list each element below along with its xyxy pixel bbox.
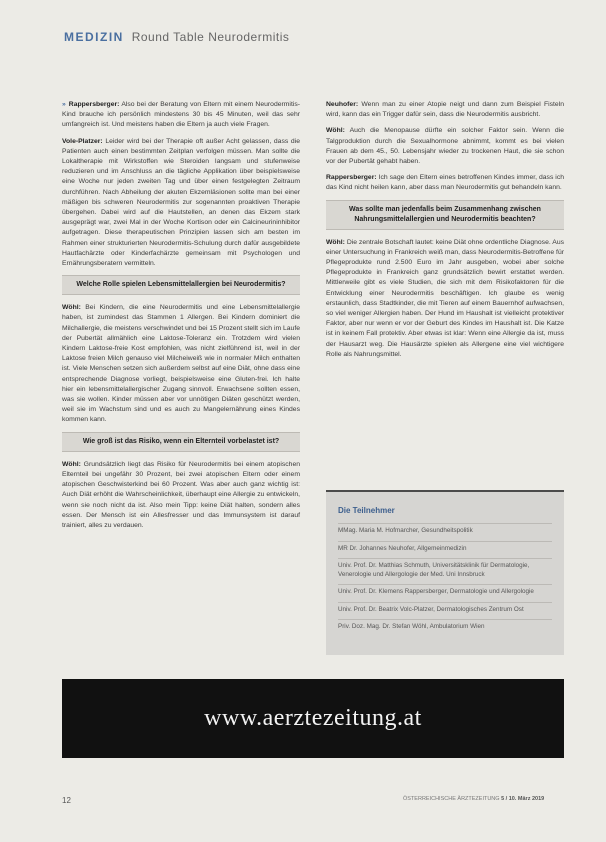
right-column [326, 100, 564, 366]
paragraph-text: Auch die Menopause dürfte ein solcher Faktor sein. Wenn die Talgproduktion durch die Sexualhormone abnimmt, kommt es bei vielen Frauen ab dem 45., 50. Lebensjahr wieder zu trockenen Haut, die sie schon vor der Pubertät gehabt haben. [326, 127, 565, 166]
website-banner[interactable] [62, 679, 564, 758]
question-box: Was sollte man jedenfalls beim Zusammenhang zwischen Nahrungsmittelallergien und Neurodermitis beachten? [326, 200, 564, 230]
page-header [64, 30, 289, 44]
paragraph [62, 137, 300, 270]
paragraph [326, 173, 564, 193]
speaker-name: Wöhl: [326, 238, 345, 246]
participant-entry: MR Dr. Johannes Neuhofer, Allgemeinmedizin [338, 541, 552, 559]
question-box: Wie groß ist das Risiko, wenn ein Elternteil vorbelastet ist? [62, 432, 300, 452]
question-box: Welche Rolle spielen Lebensmittelallergien bei Neurodermitis? [62, 275, 300, 295]
paragraph-text: Leider wird bei der Therapie oft außer Acht gelassen, dass die Patienten auch einen bestimmten Zeitplan verfolgen müssen. Man sollte die Lokaltherapie mit Wirkstoffen wie Steroiden langsam und stufenweise reduzieren und im Anschluss an die tägliche Applikation über beispielsweise eine Woche nur jeden zweiten Tag und über einen festgelegten Zeitraum durchführen. Nach Abheilung der akuten Ekzemläsionen sollte man bei einer mäßigen bis schweren Neurodermitis zur sogenannten proaktiven Therapie übergehen. Dabei wird auf die Hautstellen, an denen das Ekzem stark ausgeprägt war, zwei Mal in der Woche Kortison oder ein Calcineurininhibitor aufgetragen. Diese therapeutischen Prinzipien lassen sich am besten im Rahmen einer strukturierten Neurodermitis-Schulung durch dafür ausgebildete Hautfachärzte oder Kinderfachärzte gemeinsam mit Psychologen und Ernährungsberatern vermitteln. [62, 137, 300, 268]
paragraph [326, 238, 564, 360]
banner-url[interactable]: www.aerztezeitung.at [204, 705, 422, 731]
footer-publication [403, 796, 544, 802]
publication-name: ÖSTERREICHISCHE ÄRZTEZEITUNG [403, 796, 500, 802]
participant-entry: Univ. Prof. Dr. Beatrix Volc-Platzer, Dermatologisches Zentrum Ost [338, 602, 552, 620]
bullet-icon: » [62, 101, 66, 108]
participants-box [326, 490, 564, 655]
participant-entry: Univ. Prof. Dr. Klemens Rappersberger, Dermatologie und Allergologie [338, 584, 552, 602]
page-number: 12 [62, 796, 71, 805]
paragraph [62, 460, 300, 531]
speaker-name: Rappersberger: [68, 101, 120, 108]
speaker-name: Rappersberger: [326, 174, 377, 182]
issue-info: 5 / 10. März 2019 [501, 796, 545, 802]
paragraph [326, 126, 564, 167]
section-subtitle: Round Table Neurodermitis [131, 30, 290, 44]
speaker-name: Wöhl: [62, 304, 81, 312]
participant-entry: Priv. Doz. Mag. Dr. Stefan Wöhl, Ambulatorium Wien [338, 619, 552, 637]
paragraph-text: Ich sage den Eltern eines betroffenen Kindes immer, dass ich das Kind nicht heilen kann, aber dass man Neurodermitis gut behandeln kann. [326, 174, 564, 192]
paragraph-text: Wenn man zu einer Atopie neigt und dann zum Beispiel Fisteln wird, kann das ein Trigger dafür sein, dass die Neurodermitis ausbricht. [326, 101, 565, 119]
speaker-name: Vole-Platzer: [62, 137, 103, 145]
paragraph-text: Also bei der Beratung von Eltern mit einem Neurodermitis-Kind brauche ich persönlich mindestens 30 bis 45 Minuten, weil das sehr umfangreich ist. Und meistens haben die Eltern ja auch viele Fragen. [62, 101, 301, 129]
speaker-name: Wöhl: [326, 127, 345, 135]
paragraph [62, 303, 300, 425]
paragraph-text: Die zentrale Botschaft lautet: keine Diät ohne ordentliche Diagnose. Aus einer Untersuchung in Frankreich weiß man, dass Neurodermitis-Betroffene für Pflegeprodukte rund 2.500 Euro im Jahr ausgeben, wobei aber solche Pflegeprodukte in Frankreich ganz grundsätzlich bewirt erstattet werden. Mittlerweile gibt es viele Studien, die sich mit dem Risikofaktoren für die Entwicklung einer Neurodermitis beschäftigen. Ich glaube es wenig erstaunlich, dass Stadtkinder, die mit Tieren auf einem Bauernhof aufwachsen, so viel weniger Allergien haben. Der Hund im Haushalt ist vielleicht protektiver Faktor, aber nur wenn er vor der Geburt des Kindes im Haushalt ist. Die Katze ist in keinem Fall protektiv. Aber etwas ist klar: Wenn eine Allergie da ist, muss der Hausarzt weg. Die Hausärzte spielen als Allergene eine viel wichtigere Rolle als Nahrungsmittel. [326, 238, 564, 358]
paragraph-text: Grundsätzlich liegt das Risiko für Neurodermitis bei einem atopischen Elternteil bei ungefähr 30 Prozent, bei zwei atopischen Eltern oder einem atopischen Geschwisterkind bei 60 Prozent. Was aber auch ganz wichtig ist: Auch Diät erhöht die Wahrscheinlichkeit, überhaupt eine Allergie zu entwickeln, wenn sie noch nicht da ist. Also mein Tipp: keine Diät halten, sondern alles essen. Der Mensch ist ein Allesfresser und das Immunsystem ist darauf trainiert, alles zu verdauen. [62, 460, 301, 529]
paragraph [326, 100, 564, 120]
participant-entry: MMag. Maria M. Hofmarcher, Gesundheitspolitik [338, 523, 552, 541]
speaker-name: Neuhofer: [326, 101, 359, 108]
paragraph [62, 100, 300, 131]
paragraph-text: Bei Kindern, die eine Neurodermitis und eine Lebensmittelallergie haben, ist zumindest das Stammen 1 Allergen. Bei Kindern dominiert die Milchallergie, die meistens verschwindet und bei 15 Prozent stellt sich im Laufe der Pubertät allmählich eine Laktose-Toleranz ein. Trotzdem wird vielen Kindern Laktose-freie Kost empfohlen, was nicht zielführend ist, weil in der Laktose freien Milch genauso viel Milcheiweiß wie in normaler Milch enthalten ist. Viele Menschen setzen sich außerdem selbst auf eine Diät, ohne dass eine entsprechende Diagnose vorliegt, beispielsweise eine Gluten-frei. Ich halte hier ein lebensmittelallergischer Zugang sinnvoll. Erwachsene sollten essen, was sie wollen. Kinder müssen aber vor unnötigen Diäten geschützt werden, weil sie im Wachstum sind und es auch zu Mangelernährung eines Kindes kommen kann. [62, 304, 301, 424]
left-column [62, 100, 300, 537]
participant-entry: Univ. Prof. Dr. Matthias Schmuth, Universitätsklinik für Dermatologie, Venerologie und Allergologie der Med. Uni Innsbruck [338, 558, 552, 584]
participants-title: Die Teilnehmer [338, 506, 395, 515]
speaker-name: Wöhl: [62, 460, 81, 468]
section-label: MEDIZIN [64, 30, 124, 44]
